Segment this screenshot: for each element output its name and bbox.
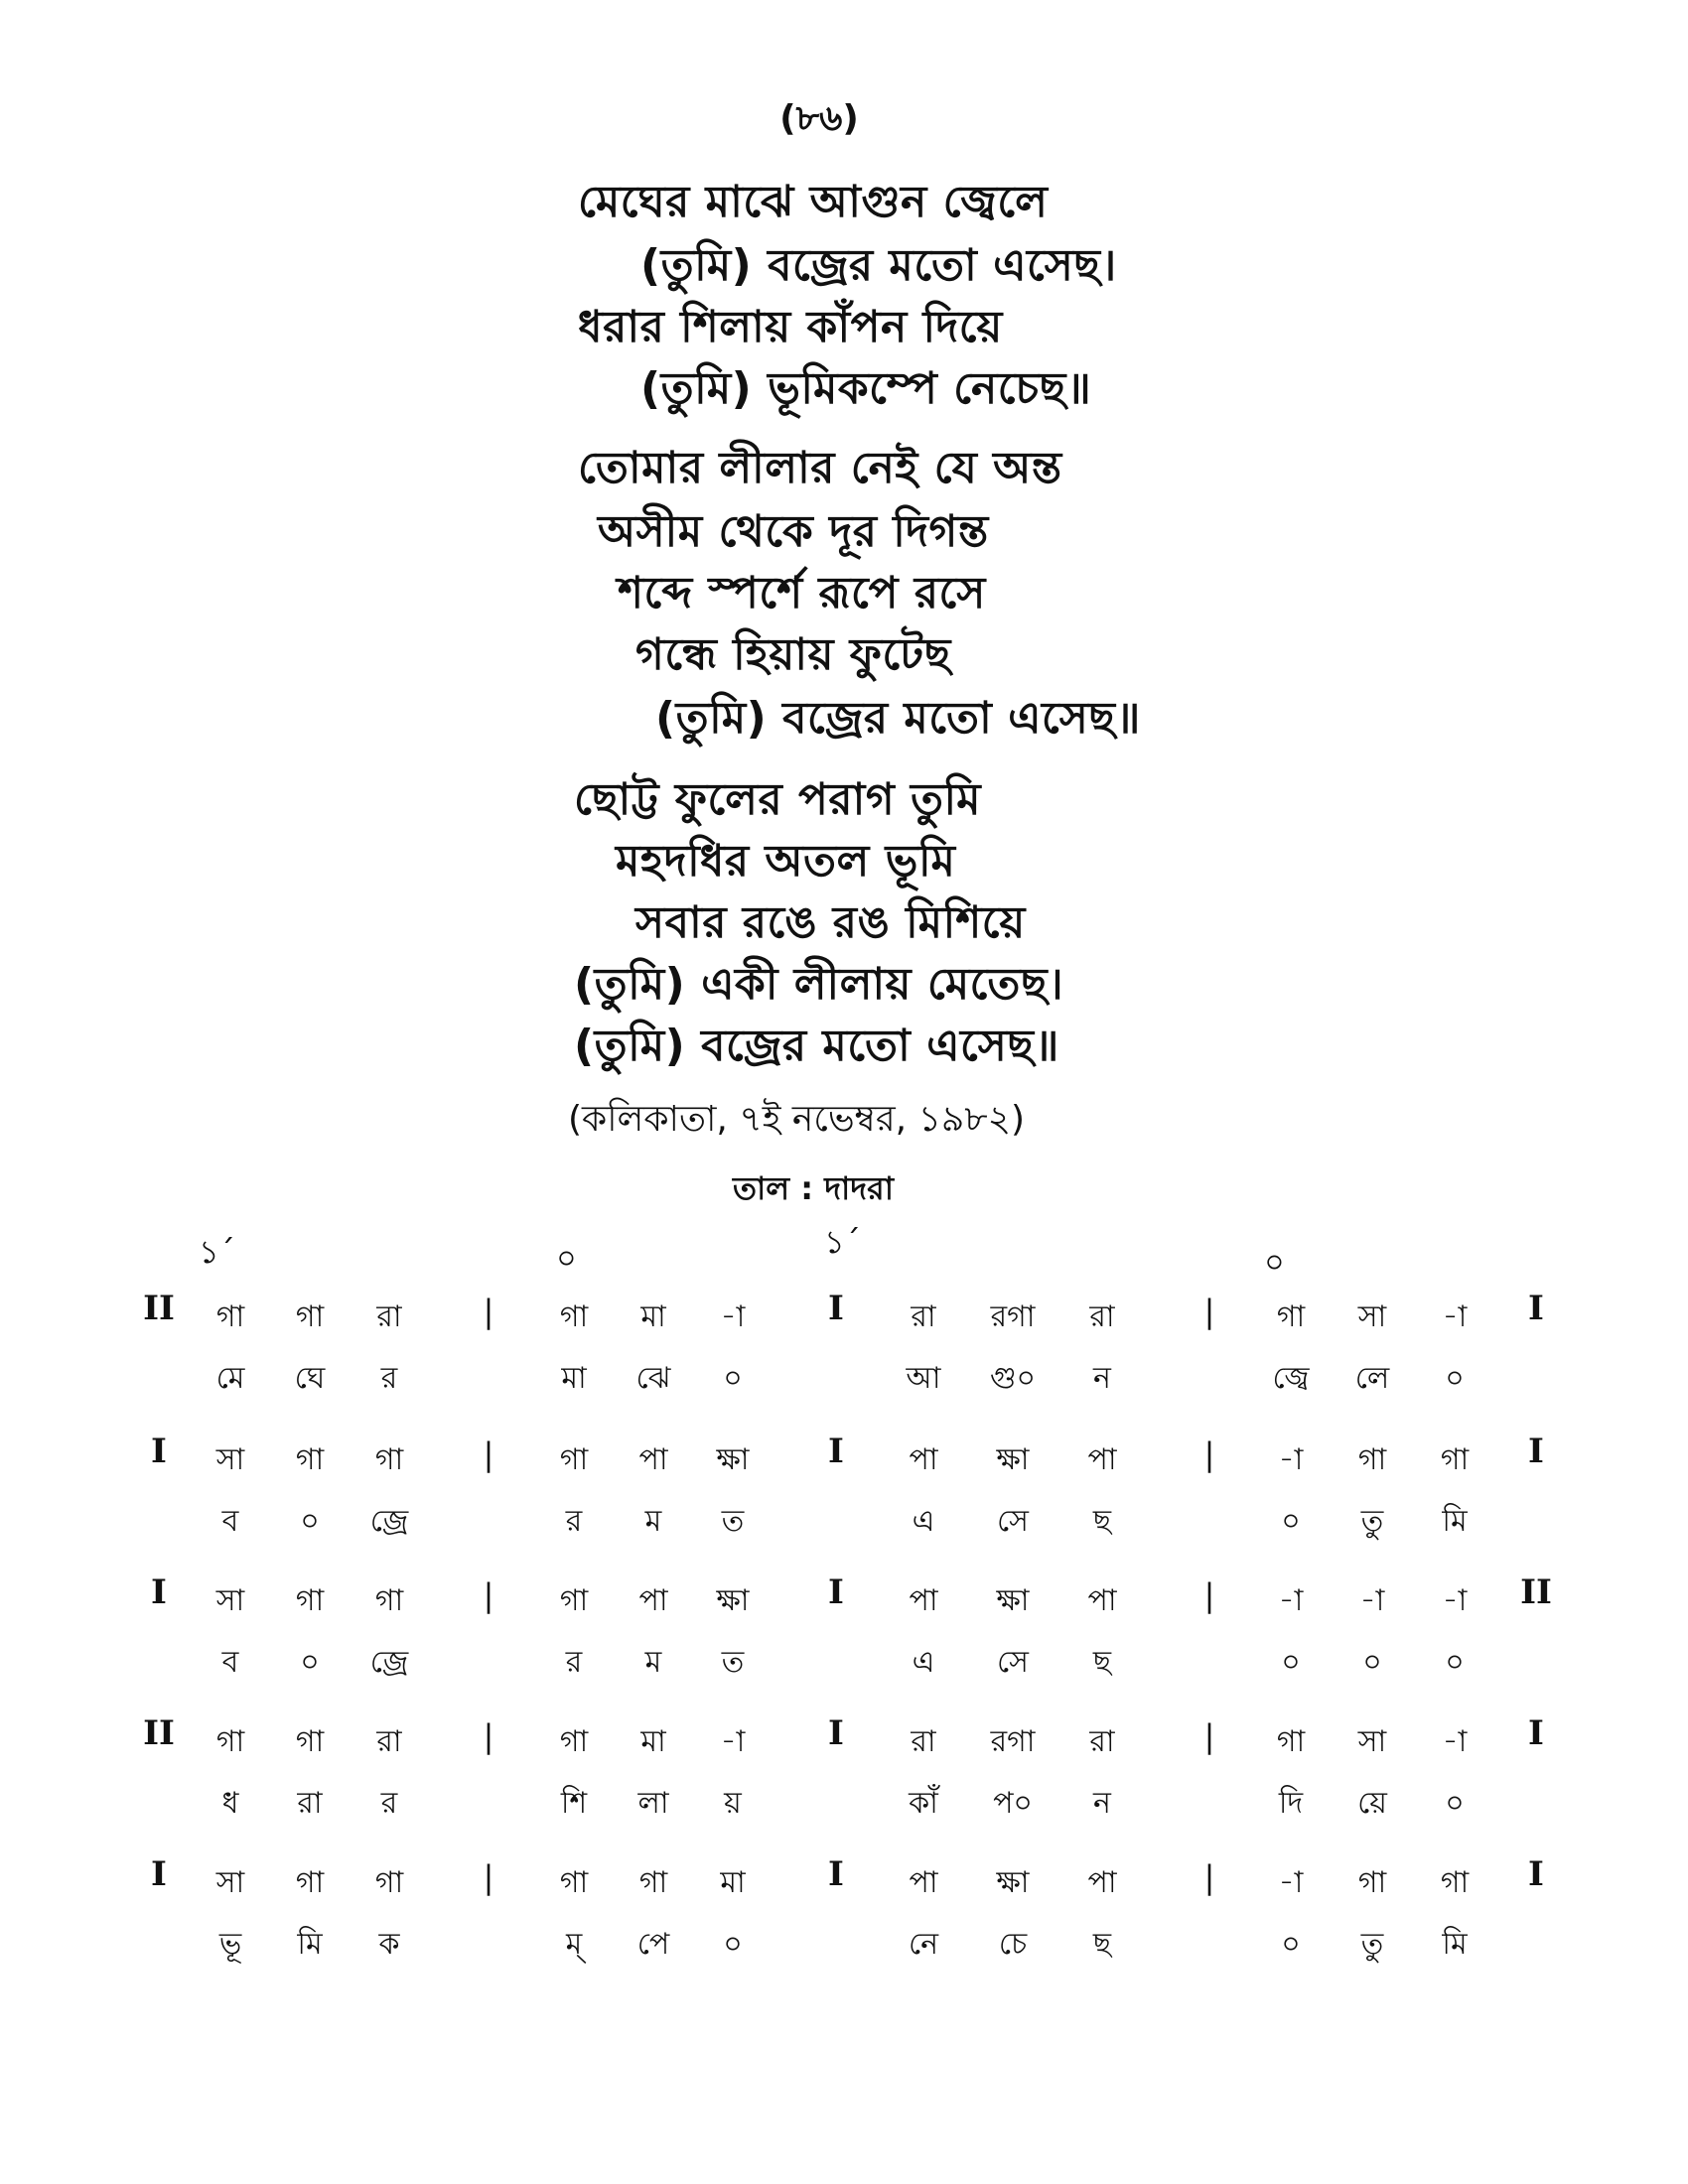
- lyric-syllable: জ্বে: [1272, 1361, 1310, 1396]
- swara-note: রা: [376, 1724, 402, 1759]
- row-start-bar: I: [151, 1854, 167, 1894]
- swara-note: সা: [1357, 1299, 1387, 1334]
- lyric-syllable: জ্রে: [369, 1645, 409, 1680]
- lyric-syllable: ০: [1445, 1645, 1465, 1680]
- lyric-syllable: আ: [906, 1361, 941, 1396]
- swara-note: গা: [295, 1865, 325, 1900]
- lyric-syllable: গু০: [989, 1361, 1037, 1396]
- lyric-syllable: ত: [721, 1645, 745, 1680]
- lyric-syllable: ন: [1093, 1361, 1111, 1396]
- lyric-syllable: ম: [644, 1504, 662, 1539]
- lyric-syllable: সে: [997, 1645, 1029, 1680]
- bar-divider: I: [828, 1289, 844, 1328]
- lyric-line: মেঘের মাঝে আগুন জ্বেলে: [578, 177, 1049, 227]
- bar-divider: |: [483, 1576, 494, 1614]
- swara-note: পা: [909, 1442, 938, 1477]
- lyric-syllable: ব: [221, 1645, 239, 1680]
- lyric-syllable: জ্রে: [369, 1504, 409, 1539]
- lyric-syllable: ০: [1281, 1645, 1301, 1680]
- swara-note: -া: [1359, 1583, 1385, 1618]
- swara-note: -া: [1442, 1299, 1468, 1334]
- lyric-syllable: ০: [1281, 1504, 1301, 1539]
- swara-note: গা: [1357, 1442, 1387, 1477]
- lyric-syllable: মে: [215, 1361, 245, 1396]
- swara-note: গা: [1440, 1865, 1470, 1900]
- swara-note: মা: [640, 1299, 666, 1334]
- row-start-bar: II: [143, 1713, 175, 1753]
- lyric-syllable: ০: [300, 1645, 320, 1680]
- lyric-syllable: ম: [644, 1645, 662, 1680]
- tala-label: তাল : দাদরা: [733, 1169, 894, 1207]
- swara-note: গা: [1276, 1724, 1306, 1759]
- swara-note: রগা: [990, 1299, 1036, 1334]
- swara-note: রগা: [990, 1724, 1036, 1759]
- swara-note: গা: [638, 1865, 668, 1900]
- row-end-bar: I: [1528, 1713, 1544, 1753]
- lyric-syllable: ঘে: [294, 1361, 326, 1396]
- swara-note: রা: [911, 1299, 936, 1334]
- swara-note: গা: [374, 1583, 404, 1618]
- swara-note: গা: [559, 1299, 589, 1334]
- swara-note: গা: [559, 1583, 589, 1618]
- lyric-line: (তুমি) বজ্রের মতো এসেছ॥: [574, 1021, 1059, 1071]
- row-start-bar: II: [143, 1289, 175, 1328]
- lyric-syllable: পে: [636, 1927, 670, 1962]
- row-end-bar: I: [1528, 1432, 1544, 1471]
- beat-mark: ০: [1264, 1243, 1285, 1281]
- row-end-bar: II: [1520, 1572, 1552, 1612]
- bar-divider: |: [483, 1293, 494, 1330]
- row-end-bar: I: [1528, 1289, 1544, 1328]
- lyric-syllable: য়: [724, 1786, 742, 1821]
- lyric-syllable: দি: [1278, 1786, 1304, 1821]
- bar-divider: |: [483, 1858, 494, 1896]
- swara-note: পা: [909, 1865, 938, 1900]
- lyric-syllable: ব: [221, 1504, 239, 1539]
- swara-note: মা: [640, 1724, 666, 1759]
- row-start-bar: I: [151, 1572, 167, 1612]
- lyric-syllable: ০: [1362, 1645, 1382, 1680]
- swara-note: -া: [720, 1299, 746, 1334]
- lyric-syllable: ছ: [1092, 1645, 1112, 1680]
- lyric-syllable: ছ: [1092, 1927, 1112, 1962]
- swara-note: পা: [909, 1583, 938, 1618]
- bar-divider: I: [828, 1713, 844, 1753]
- lyric-line: (তুমি) বজ্রের মতো এসেছ॥: [655, 693, 1141, 744]
- bar-divider: |: [1203, 1858, 1215, 1896]
- lyric-syllable: ০: [1281, 1927, 1301, 1962]
- lyric-syllable: ০: [300, 1504, 320, 1539]
- swara-note: পা: [638, 1583, 668, 1618]
- lyric-line: অসীম থেকে দূর দিগন্ত: [598, 506, 989, 557]
- swara-note: রা: [376, 1299, 402, 1334]
- lyric-syllable: ম্: [565, 1927, 583, 1962]
- swara-note: গা: [295, 1442, 325, 1477]
- swara-note: রা: [1089, 1299, 1115, 1334]
- lyric-syllable: ধ: [221, 1786, 239, 1821]
- lyric-syllable: শি: [560, 1786, 588, 1821]
- lyric-syllable: ০: [1445, 1786, 1465, 1821]
- lyric-syllable: র: [565, 1645, 583, 1680]
- swara-note: -া: [1278, 1442, 1304, 1477]
- lyric-syllable: ঝে: [635, 1361, 671, 1396]
- swara-note: গা: [295, 1583, 325, 1618]
- swara-note: গা: [215, 1724, 245, 1759]
- lyric-line: ধরার শিলায় কাঁপন দিয়ে: [578, 302, 1003, 352]
- lyric-syllable: সে: [997, 1504, 1029, 1539]
- swara-note: সা: [215, 1865, 245, 1900]
- swara-note: রা: [911, 1724, 936, 1759]
- lyric-syllable: ০: [1445, 1361, 1465, 1396]
- lyric-line: গন্ধে হিয়ায় ফুটেছ: [635, 629, 951, 680]
- swara-note: গা: [295, 1724, 325, 1759]
- swara-note: -া: [1278, 1865, 1304, 1900]
- swara-note: ক্ষা: [996, 1442, 1030, 1477]
- swara-note: মা: [720, 1865, 746, 1900]
- lyric-syllable: তু: [1360, 1927, 1384, 1962]
- swara-note: ক্ষা: [996, 1865, 1030, 1900]
- lyric-syllable: ক: [378, 1927, 400, 1962]
- lyric-line: মহদধির অতল ভূমি: [616, 836, 956, 887]
- lyric-syllable: রা: [297, 1786, 323, 1821]
- lyric-syllable: য়ে: [1357, 1786, 1387, 1821]
- swara-note: পা: [1087, 1583, 1117, 1618]
- swara-note: -া: [1442, 1583, 1468, 1618]
- lyric-syllable: ০: [723, 1927, 743, 1962]
- lyric-syllable: র: [380, 1361, 398, 1396]
- swara-note: ক্ষা: [996, 1583, 1030, 1618]
- row-start-bar: I: [151, 1432, 167, 1471]
- swara-note: সা: [1357, 1724, 1387, 1759]
- lyric-syllable: চে: [998, 1927, 1028, 1962]
- row-end-bar: I: [1528, 1854, 1544, 1894]
- lyric-syllable: কাঁ: [909, 1786, 938, 1821]
- swara-note: রা: [1089, 1724, 1115, 1759]
- lyric-line: সবার রঙে রঙ মিশিয়ে: [635, 897, 1026, 948]
- swara-note: গা: [1276, 1299, 1306, 1334]
- swara-note: গা: [559, 1724, 589, 1759]
- bar-divider: I: [828, 1854, 844, 1894]
- swara-note: পা: [1087, 1865, 1117, 1900]
- lyric-line: (তুমি) ভূমিকম্পে নেচেছ॥: [640, 363, 1092, 414]
- lyric-line: ছোট্ট ফুলের পরাগ তুমি: [574, 774, 982, 825]
- lyric-syllable: ০: [723, 1361, 743, 1396]
- swara-note: -া: [1442, 1724, 1468, 1759]
- swara-note: -া: [1278, 1583, 1304, 1618]
- lyric-line: তোমার লীলার নেই যে অন্ত: [578, 443, 1062, 493]
- lyric-syllable: মি: [297, 1927, 323, 1962]
- swara-note: পা: [1087, 1442, 1117, 1477]
- swara-note: গা: [1357, 1865, 1387, 1900]
- lyric-syllable: এ: [912, 1645, 935, 1680]
- beat-mark: ০: [556, 1239, 577, 1277]
- lyric-syllable: ভূ: [218, 1927, 242, 1962]
- lyric-syllable: মি: [1442, 1927, 1468, 1962]
- lyric-syllable: লা: [637, 1786, 669, 1821]
- lyric-syllable: র: [565, 1504, 583, 1539]
- lyric-syllable: ছ: [1092, 1504, 1112, 1539]
- lyric-line: (তুমি) একী লীলায় মেতেছ।: [574, 959, 1064, 1010]
- bar-divider: I: [828, 1432, 844, 1471]
- lyric-syllable: প০: [993, 1786, 1033, 1821]
- bar-divider: |: [1203, 1717, 1215, 1755]
- bar-divider: |: [483, 1717, 494, 1755]
- bar-divider: |: [1203, 1293, 1215, 1330]
- swara-note: পা: [638, 1442, 668, 1477]
- swara-note: গা: [559, 1442, 589, 1477]
- swara-note: ক্ষা: [716, 1583, 750, 1618]
- swara-note: ক্ষা: [716, 1442, 750, 1477]
- lyric-syllable: র: [380, 1786, 398, 1821]
- swara-note: গা: [1440, 1442, 1470, 1477]
- lyric-syllable: ত: [721, 1504, 745, 1539]
- lyric-line: শব্দে স্পর্শে রূপে রসে: [618, 568, 986, 618]
- lyric-line: (তুমি) বজ্রের মতো এসেছ।: [640, 240, 1117, 291]
- swara-note: সা: [215, 1442, 245, 1477]
- swara-note: গা: [374, 1442, 404, 1477]
- lyric-syllable: তু: [1360, 1504, 1384, 1539]
- place-date: (কলিকাতা, ৭ই নভেম্বর, ১৯৮২): [568, 1099, 1026, 1140]
- lyric-syllable: ন: [1093, 1786, 1111, 1821]
- lyric-syllable: নে: [908, 1927, 939, 1962]
- lyric-syllable: মা: [561, 1361, 587, 1396]
- beat-mark: ১´: [199, 1233, 235, 1271]
- swara-note: গা: [559, 1865, 589, 1900]
- swara-note: -া: [720, 1724, 746, 1759]
- swara-note: গা: [295, 1299, 325, 1334]
- lyric-syllable: মি: [1442, 1504, 1468, 1539]
- page-number: (৮৬): [779, 98, 859, 139]
- bar-divider: |: [483, 1435, 494, 1473]
- beat-mark: ১´: [824, 1223, 861, 1261]
- swara-note: গা: [374, 1865, 404, 1900]
- lyric-syllable: এ: [912, 1504, 935, 1539]
- lyric-syllable: লে: [1354, 1361, 1390, 1396]
- bar-divider: I: [828, 1572, 844, 1612]
- swara-note: গা: [215, 1299, 245, 1334]
- swara-note: সা: [215, 1583, 245, 1618]
- bar-divider: |: [1203, 1576, 1215, 1614]
- bar-divider: |: [1203, 1435, 1215, 1473]
